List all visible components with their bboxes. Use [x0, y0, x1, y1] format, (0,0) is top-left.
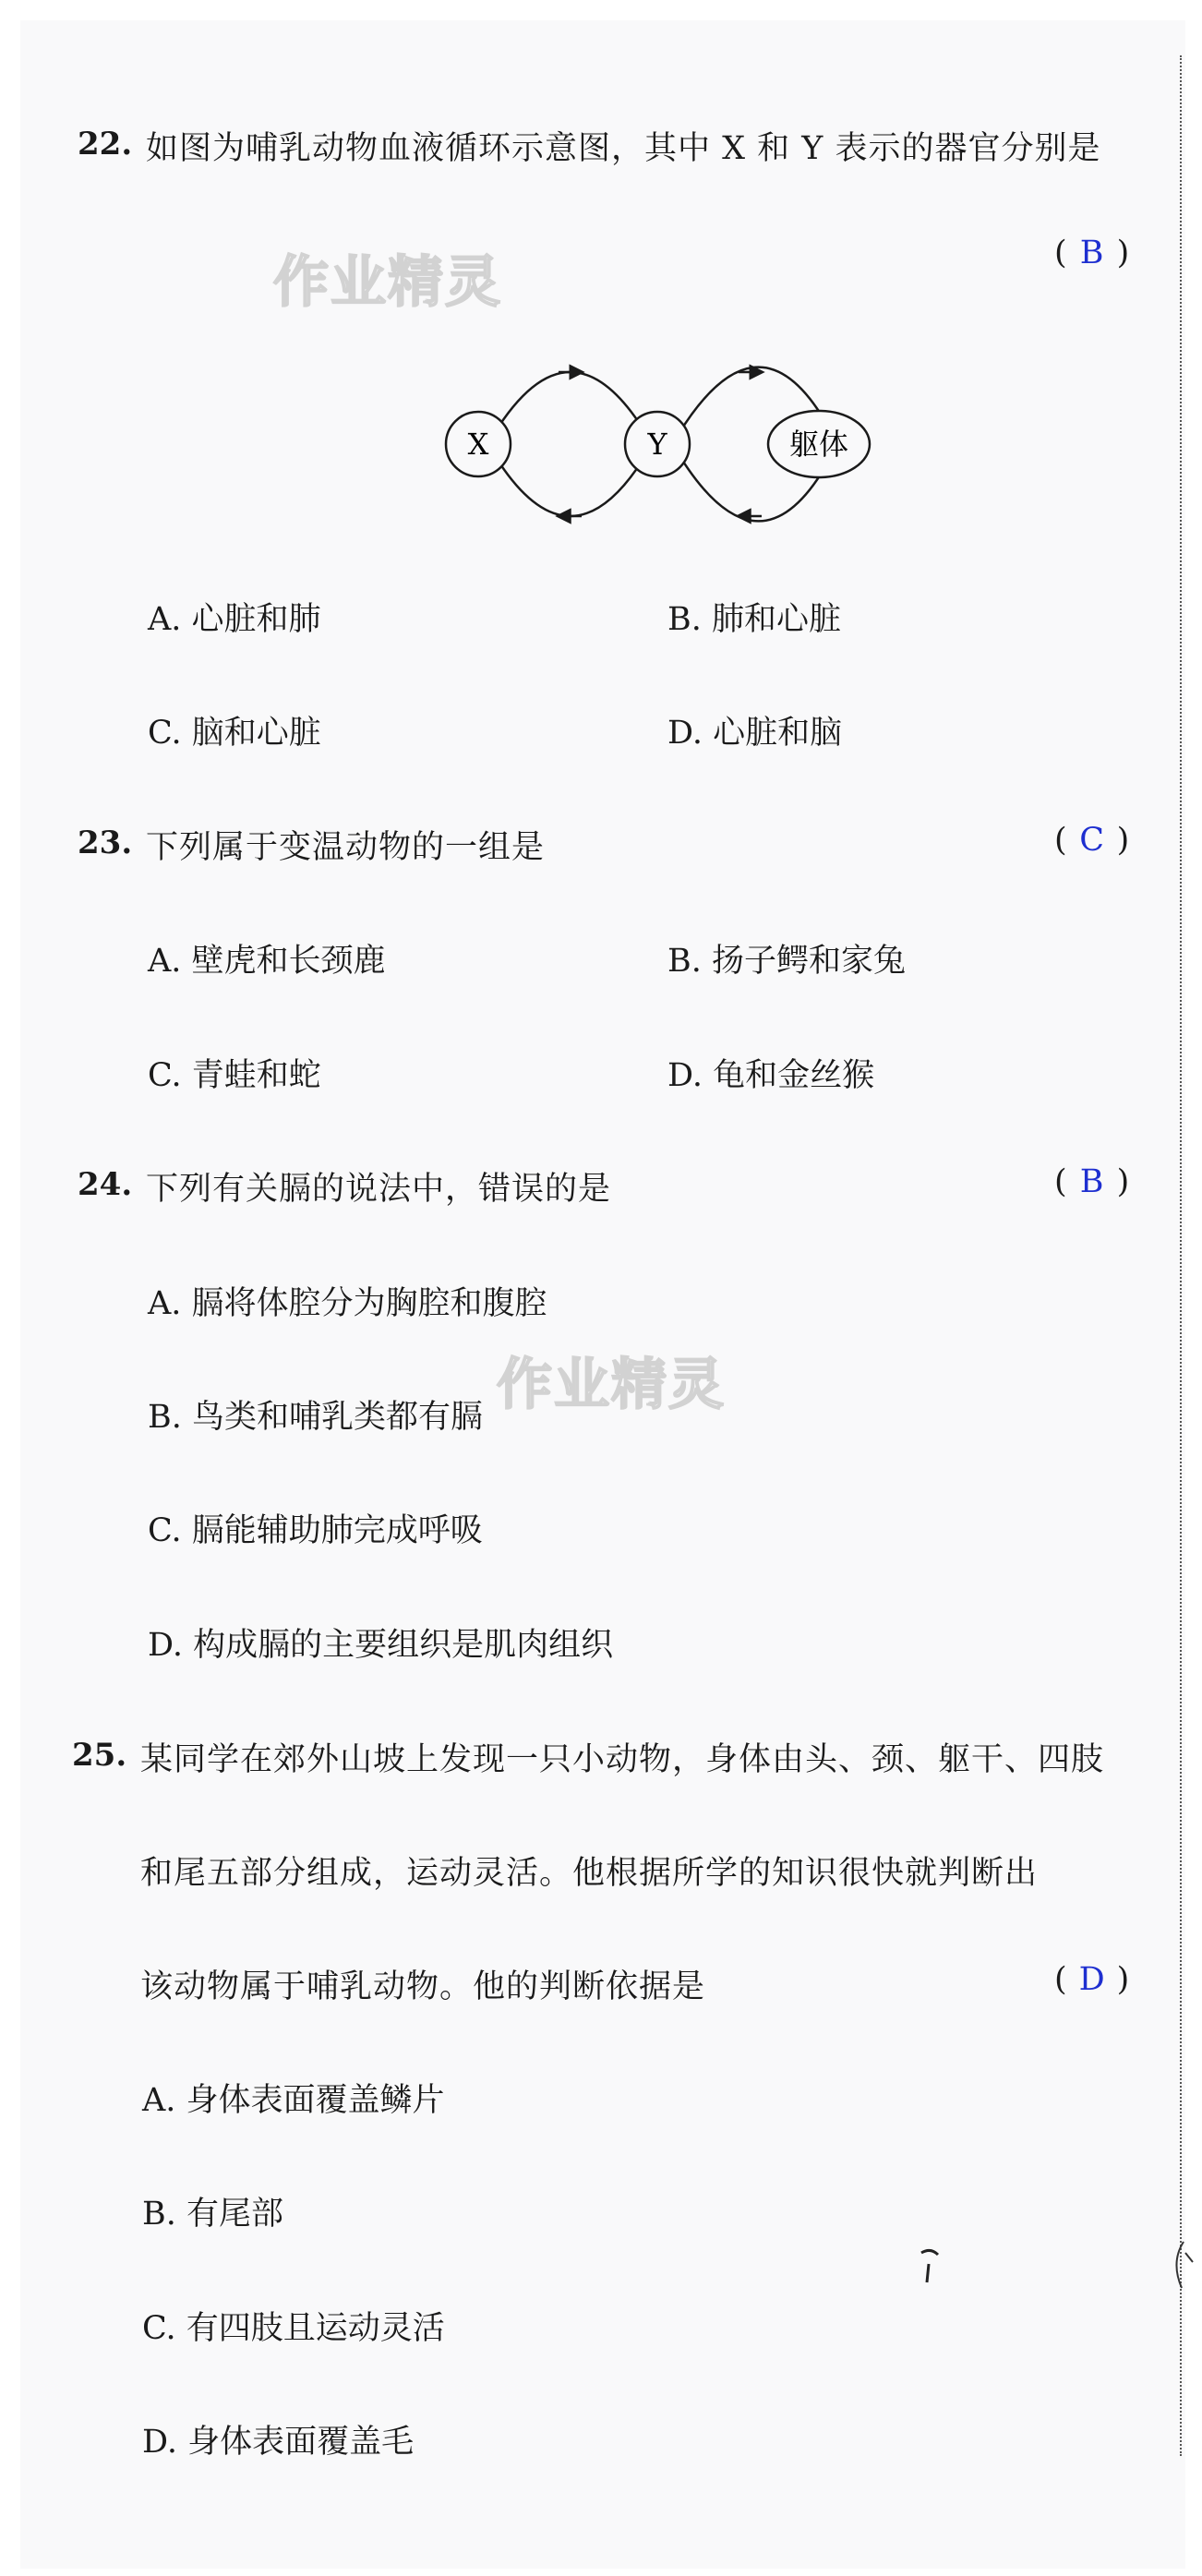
answer-bracket: [1054, 1961, 1129, 1998]
option-a[interactable]: A. 心脏和肺: [148, 601, 321, 638]
option-c[interactable]: C. 青蛙和蛇: [148, 1057, 321, 1094]
option-b[interactable]: B. 鸟类和哺乳类都有膈: [148, 1399, 483, 1436]
bracket-close: ): [1116, 822, 1130, 859]
circulation-diagram: [0, 342, 1202, 711]
option-b[interactable]: B. 扬子鳄和家兔: [667, 943, 906, 980]
option-c[interactable]: C. 有四肢且运动灵活: [142, 2310, 445, 2347]
question-number: 22.: [78, 126, 133, 163]
bracket-close: ): [1116, 235, 1130, 271]
bracket-open: (: [1054, 1961, 1067, 1998]
option-d[interactable]: D. 构成膈的主要组织是肌肉组织: [148, 1627, 614, 1664]
node-body-label: 躯体: [788, 427, 849, 462]
answer-letter: B: [1079, 235, 1104, 271]
answer-letter: C: [1079, 822, 1105, 859]
option-d[interactable]: D. 身体表面覆盖毛: [142, 2424, 415, 2461]
arrow-y-to-x-bottom: [494, 454, 646, 516]
option-b[interactable]: B. 有尾部: [142, 2196, 283, 2233]
question-text: 下列有关膈的说法中，错误的是: [146, 1171, 612, 1208]
question-number: 24.: [78, 1166, 133, 1203]
pen-mark: [1165, 2234, 1202, 2299]
bracket-open: (: [1054, 235, 1067, 271]
question-text: 下列属于变温动物的一组是: [146, 829, 546, 866]
option-c[interactable]: C. 脑和心脏: [148, 715, 321, 752]
option-a[interactable]: A. 身体表面覆盖鳞片: [142, 2082, 445, 2119]
watermark: 作业精灵: [273, 250, 502, 315]
option-b[interactable]: B. 肺和心脏: [667, 601, 841, 638]
bracket-close: ): [1116, 1961, 1130, 1998]
node-x-label: X: [467, 427, 489, 462]
watermark: 作业精灵: [497, 1353, 726, 1417]
option-a[interactable]: A. 壁虎和长颈鹿: [148, 943, 386, 980]
option-a[interactable]: A. 膈将体腔分为胸腔和腹腔: [148, 1285, 547, 1322]
bracket-open: (: [1054, 1163, 1067, 1200]
option-d[interactable]: D. 龟和金丝猴: [667, 1057, 875, 1094]
arrow-x-to-y-top: [494, 372, 646, 434]
question-number: 25.: [72, 1737, 127, 1774]
answer-letter: D: [1078, 1961, 1105, 1998]
option-d[interactable]: D. 心脏和脑: [667, 715, 843, 752]
question-text: 如图为哺乳动物血液循环示意图，其中 X 和 Y 表示的器官分别是: [146, 130, 1101, 167]
node-y-label: Y: [647, 427, 667, 462]
answer-bracket: [1054, 235, 1129, 271]
bracket-open: (: [1054, 822, 1067, 859]
answer-letter: B: [1079, 1163, 1104, 1200]
answer-bracket: [1054, 1163, 1129, 1200]
question-number: 23.: [78, 825, 133, 861]
question-text: 和尾五部分组成，运动灵活。他根据所学的知识很快就判断出: [140, 1855, 1039, 1892]
option-c[interactable]: C. 膈能辅助肺完成呼吸: [148, 1512, 483, 1549]
answer-bracket: [1054, 822, 1129, 859]
pen-mark: [914, 2244, 951, 2299]
question-text: 该动物属于哺乳动物。他的判断依据是: [140, 1968, 706, 2005]
question-text: 某同学在郊外山坡上发现一只小动物，身体由头、颈、躯干、四肢: [140, 1741, 1105, 1778]
bracket-close: ): [1116, 1163, 1130, 1200]
